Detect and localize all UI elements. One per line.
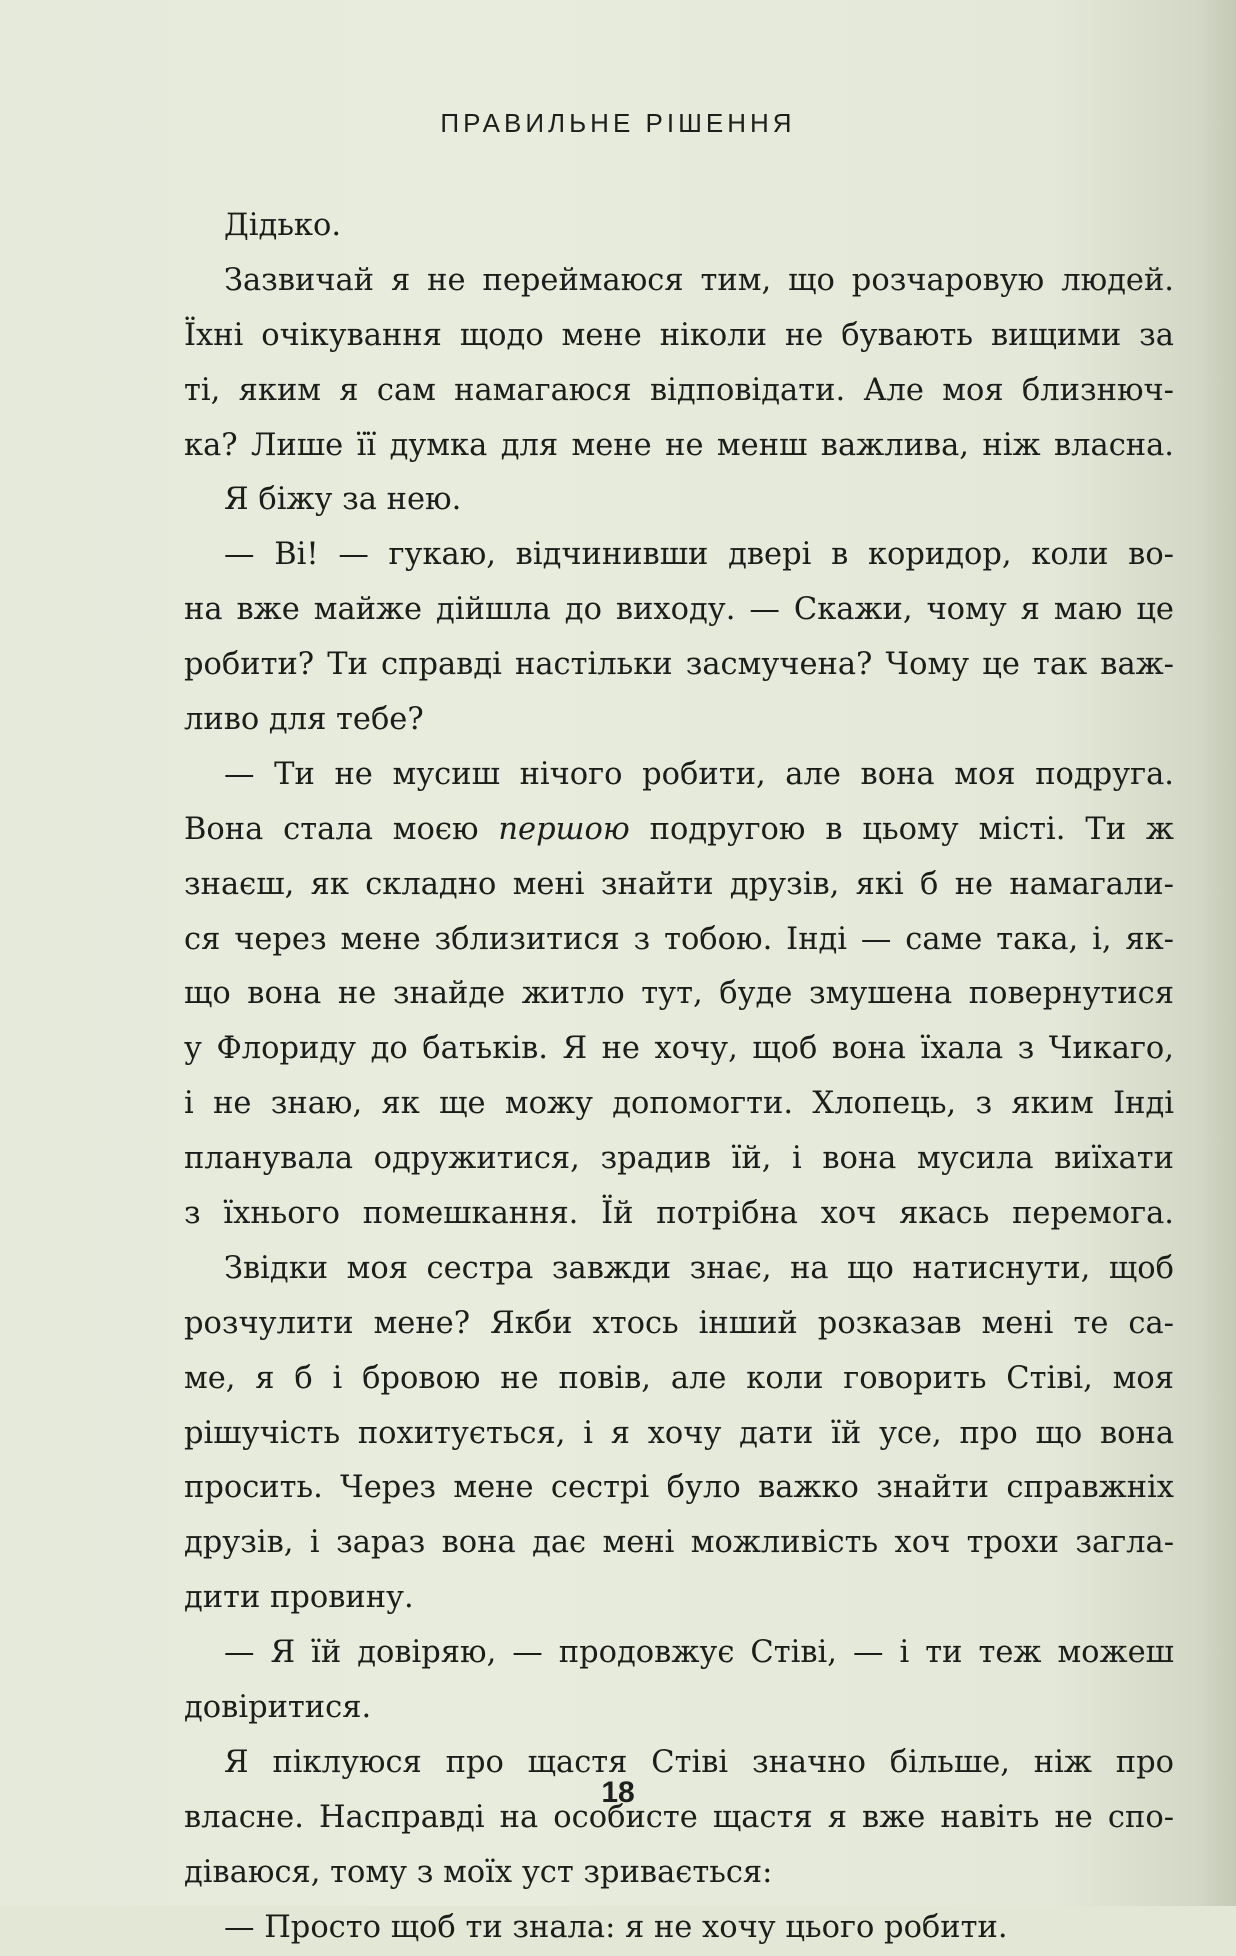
text-line: дити провину. xyxy=(184,1580,414,1616)
text-line: Їхні очікування щодо мене ніколи не бувають вищими за xyxy=(184,317,1174,353)
text-segment: Вона стала моєю xyxy=(184,811,499,847)
text-line: ливо для тебе? xyxy=(184,702,424,738)
emphasized-word: першою xyxy=(498,811,630,847)
text-line: Я піклуюся про щастя Стіві значно більше, ніж про xyxy=(224,1744,1174,1780)
text-line: — Я їй довіряю, — продовжує Стіві, — і ти теж можеш xyxy=(224,1635,1174,1671)
text-line: що вона не знайде житло тут, буде змушена повернутися xyxy=(184,976,1174,1012)
text-line: рішучість похитується, і я хочу дати їй усе, про що вона xyxy=(184,1415,1174,1451)
text-line: власне. Насправді на особисте щастя я вже навіть не спо- xyxy=(184,1799,1174,1835)
text-line: Дідько. xyxy=(224,208,342,243)
text-line: у Флориду до батьків. Я не хочу, щоб вона їхала з Чикаго, xyxy=(184,1031,1174,1067)
running-head: ПРАВИЛЬНЕ РІШЕННЯ xyxy=(440,108,796,138)
text-line: просить. Через мене сестрі було важко знайти справжніх xyxy=(184,1470,1174,1506)
text-line: ся через мене зблизитися з тобою. Інді — саме така, і, як- xyxy=(184,921,1174,957)
text-line: — Ти не мусиш нічого робити, але вона моя подруга. xyxy=(224,756,1174,792)
text-line: друзів, і зараз вона дає мені можливість хоч трохи загла- xyxy=(184,1525,1174,1561)
text-line: з їхнього помешкання. Їй потрібна хоч якась перемога. xyxy=(184,1196,1174,1232)
text-line: на вже майже дійшла до виходу. — Скажи, чому я маю це xyxy=(184,592,1174,628)
text-line: довіритися. xyxy=(184,1690,372,1726)
text-segment: подругою в цьому місті. Ти ж xyxy=(629,811,1174,847)
text-line: знаєш, як складно мені знайти друзів, які б не намагали- xyxy=(184,866,1174,902)
text-line: планувала одружитися, зрадив їй, і вона мусила виїхати xyxy=(184,1141,1174,1177)
text-line: робити? Ти справді настільки засмучена? Чому це так важ- xyxy=(184,647,1174,683)
text-line: — Просто щоб ти знала: я не хочу цього робити. xyxy=(224,1909,1008,1945)
text-line: і не знаю, як ще можу допомогти. Хлопець, з яким Інді xyxy=(184,1086,1174,1122)
text-line: діваюся, тому з моїх уст зривається: xyxy=(184,1854,773,1890)
text-line: Звідки моя сестра завжди знає, на що натиснути, щоб xyxy=(224,1250,1174,1286)
text-line: розчулити мене? Якби хтось інший розказав мені те са- xyxy=(184,1305,1174,1341)
text-line: Я біжу за нею. xyxy=(224,482,462,518)
text-line-with-emphasis xyxy=(184,803,1174,858)
text-line: Зазвичай я не переймаюся тим, що розчаровую людей. xyxy=(224,262,1174,298)
text-line: ме, я б і бровою не повів, але коли говорить Стіві, моя xyxy=(184,1360,1174,1396)
text-line: ті, яким я сам намагаюся відповідати. Але моя близнюч- xyxy=(184,372,1174,408)
body-text xyxy=(184,199,1174,1956)
text-line: — Ві! — гукаю, відчинивши двері в коридор, коли во- xyxy=(224,537,1174,573)
text-line: ка? Лише її думка для мене не менш важлива, ніж власна. xyxy=(184,427,1174,463)
page-number: 18 xyxy=(601,1776,635,1809)
